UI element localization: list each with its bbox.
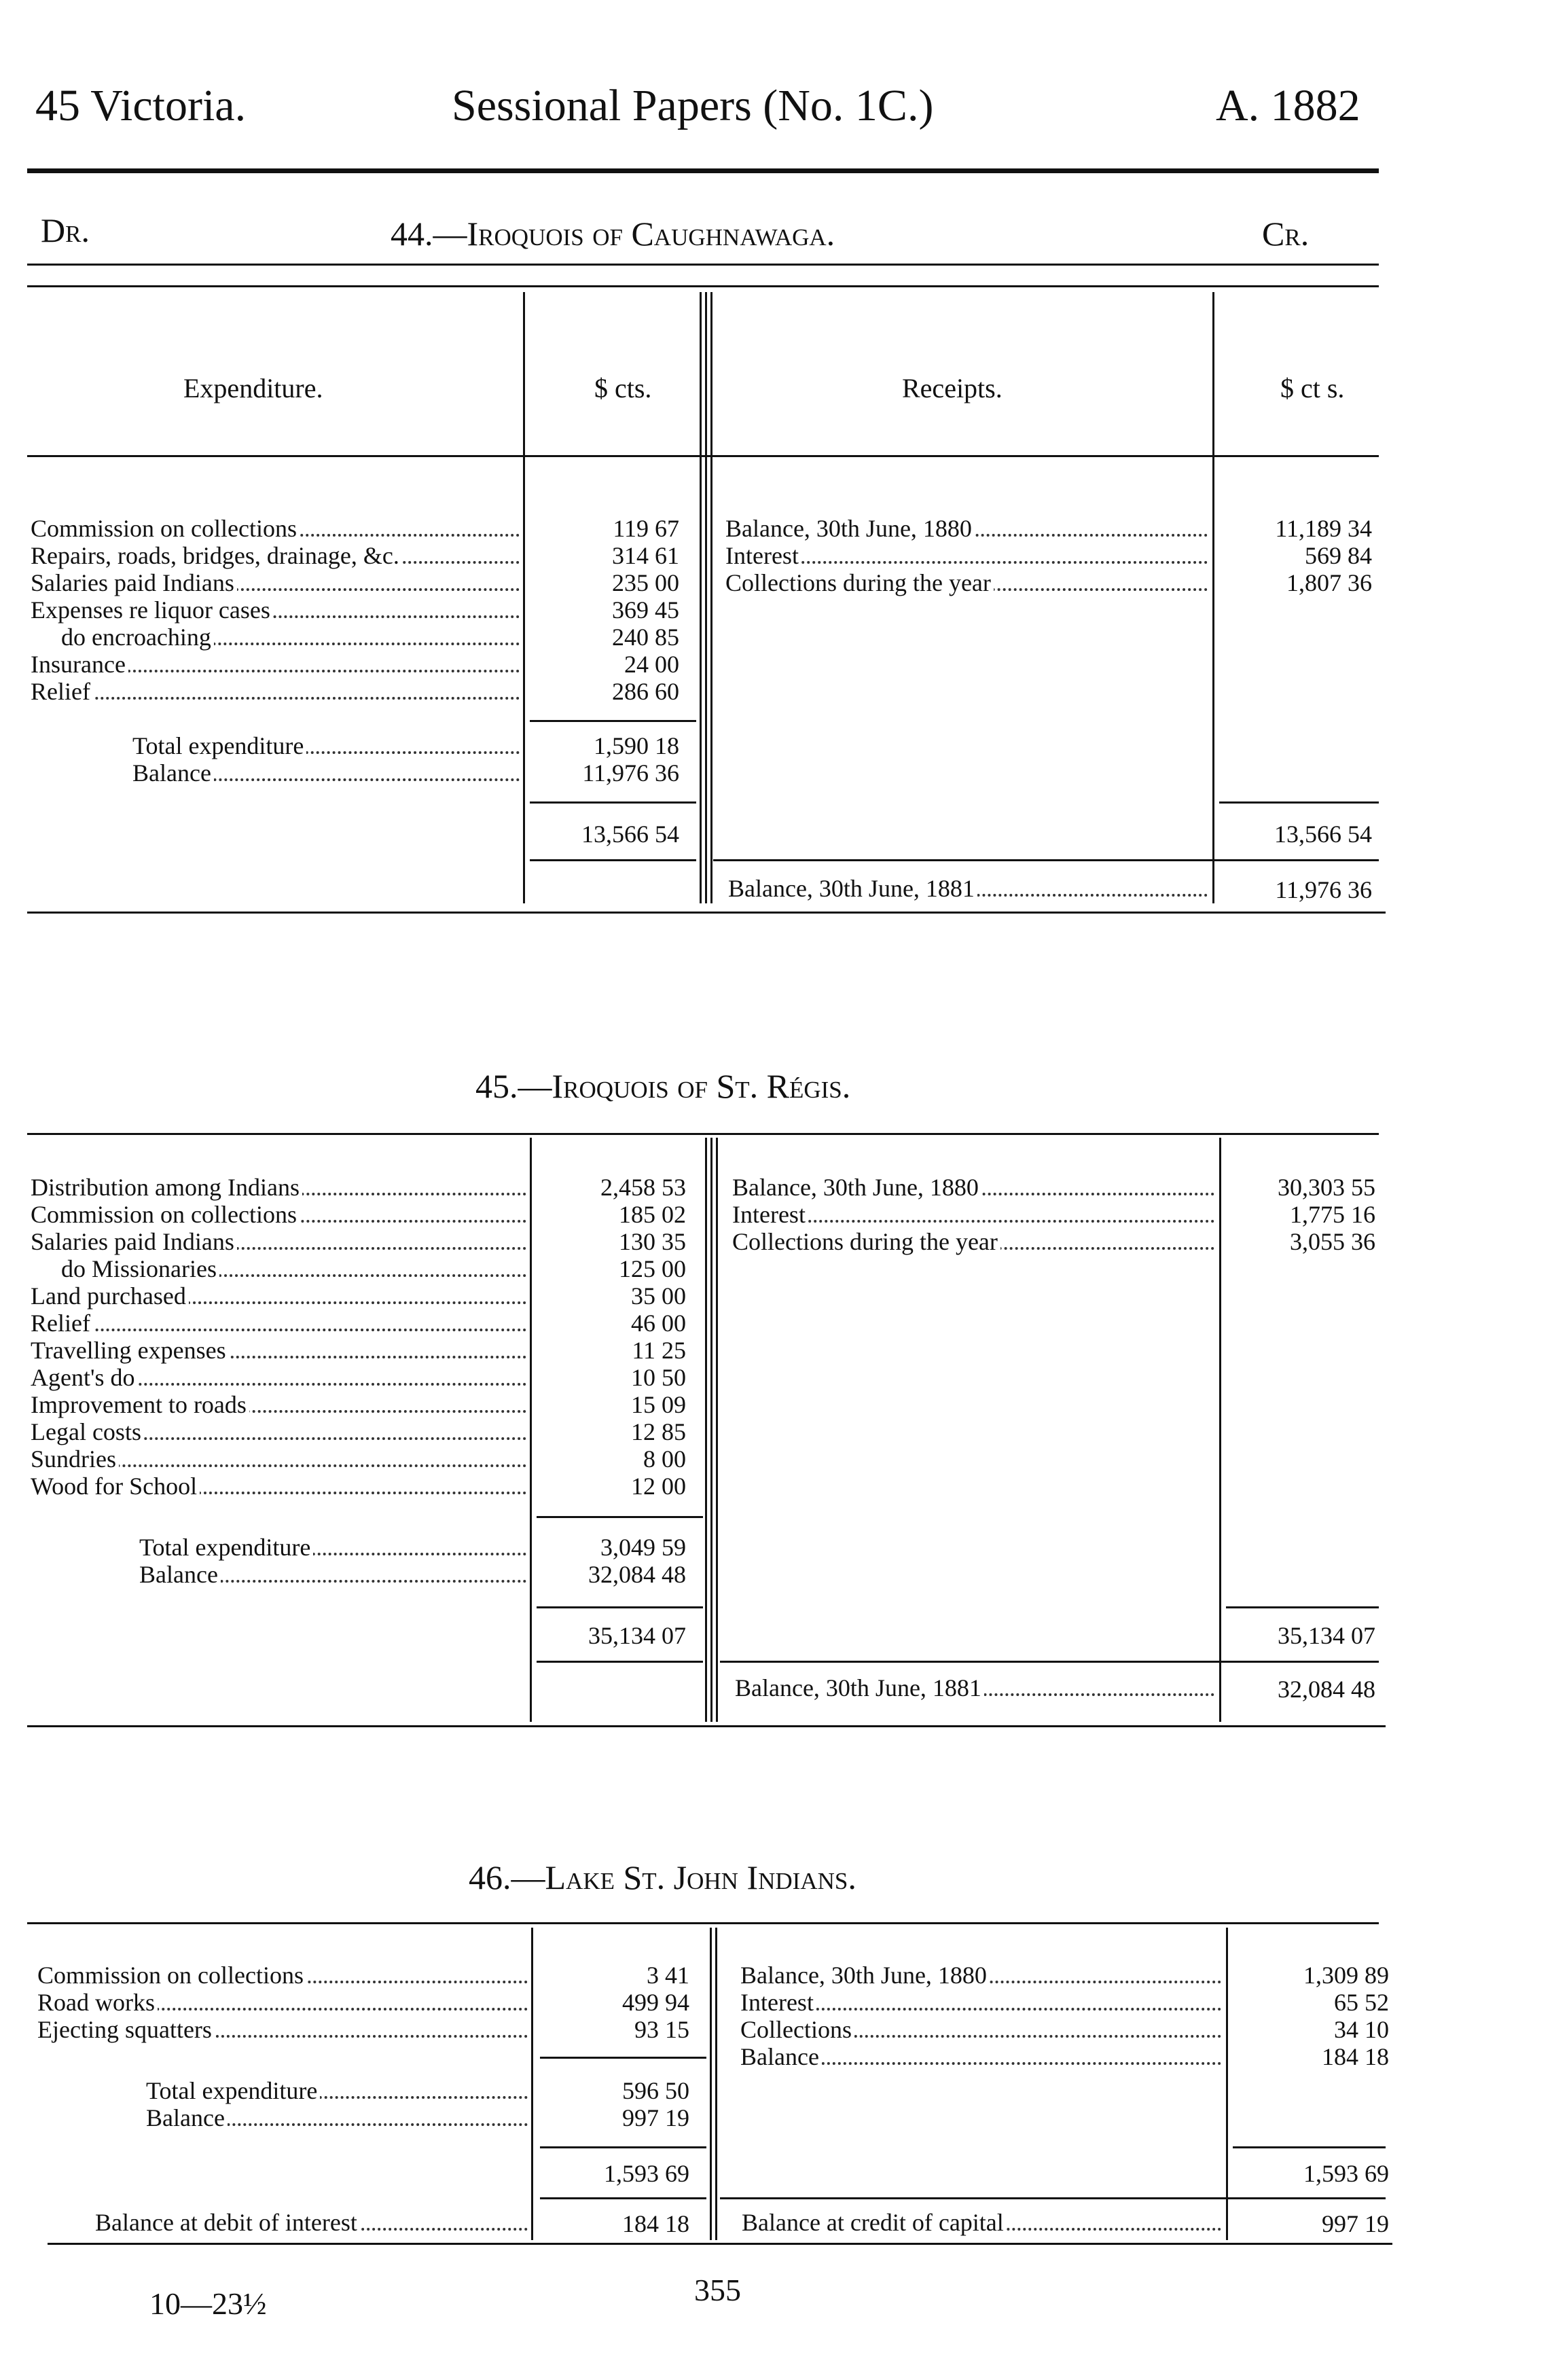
amount: 30,303 55 xyxy=(1278,1174,1375,1201)
total-expenditure-row: Total expenditure xyxy=(146,2077,528,2104)
list-item: Commission on collections xyxy=(37,1962,528,1989)
sheet-signature: 10—23½ xyxy=(149,2286,267,2321)
amount: 1,775 16 xyxy=(1290,1201,1375,1228)
amount: 46 00 xyxy=(631,1310,686,1337)
sum-left: 13,566 54 xyxy=(581,821,679,848)
amount: 11,189 34 xyxy=(1275,515,1372,542)
sum-rule-bottom xyxy=(537,1661,703,1663)
list-item: Improvement to roads xyxy=(31,1391,526,1418)
col-line xyxy=(710,292,712,903)
list-item: do encroaching xyxy=(61,624,520,651)
col-receipts: Receipts. xyxy=(902,373,1003,403)
total-amount: 596 50 xyxy=(622,2077,689,2104)
amount: 119 67 xyxy=(613,515,679,542)
amount: 125 00 xyxy=(619,1255,686,1282)
sum-rule xyxy=(1219,801,1379,804)
amount: 569 84 xyxy=(1305,542,1372,569)
debit-balance-row: Balance at debit of interest xyxy=(95,2209,528,2236)
dr-label: Dr. xyxy=(41,211,90,249)
sum-left: 1,593 69 xyxy=(604,2160,689,2187)
colhead-rule xyxy=(27,455,1379,457)
list-item: Interest xyxy=(732,1201,1214,1228)
amount: 2,458 53 xyxy=(600,1174,686,1201)
section45-title: 45.—Iroquois of St. Régis. xyxy=(475,1067,851,1105)
amount: 3 41 xyxy=(647,1962,689,1989)
total-expenditure-row: Total expenditure xyxy=(132,732,520,759)
credit-balance-row: Balance at credit of capital xyxy=(742,2209,1221,2236)
list-item: Agent's do xyxy=(31,1364,526,1391)
cr-label: Cr. xyxy=(1262,215,1310,253)
list-item: Travelling expenses xyxy=(31,1337,526,1364)
header-left: 45 Victoria. xyxy=(35,81,247,130)
sum-right: 35,134 07 xyxy=(1278,1622,1375,1649)
sum-rule-bottom xyxy=(720,1661,1379,1663)
amount: 10 50 xyxy=(631,1364,686,1391)
closing-amount: 32,084 48 xyxy=(1278,1676,1375,1703)
subtotal-rule xyxy=(540,2057,706,2059)
sum-right: 1,593 69 xyxy=(1303,2160,1389,2187)
list-item: Commission on collections xyxy=(31,515,520,542)
amount: 369 45 xyxy=(612,596,679,624)
closing-balance-row: Balance, 30th June, 1881 xyxy=(735,1674,1214,1701)
section44-bottom-rule xyxy=(27,912,1386,914)
list-item: do Missionaries xyxy=(61,1255,526,1282)
list-item: Wood for School xyxy=(31,1473,526,1500)
amount: 11 25 xyxy=(632,1337,686,1364)
col-line xyxy=(700,292,702,903)
list-item: Relief xyxy=(31,678,520,705)
col-line xyxy=(523,292,525,903)
amount: 65 52 xyxy=(1334,1989,1389,2016)
col-line xyxy=(716,1138,718,1722)
section44-title: 44.—Iroquois of Caughnawaga. xyxy=(391,215,835,253)
col-line xyxy=(531,1928,533,2240)
sum-rule-bottom xyxy=(713,859,1379,861)
sum-left: 35,134 07 xyxy=(588,1622,686,1649)
header-rule xyxy=(27,168,1379,173)
list-item: Interest xyxy=(725,542,1208,569)
sum-rule-bottom xyxy=(720,2197,1386,2199)
col-line xyxy=(1226,1928,1228,2240)
list-item: Repairs, roads, bridges, drainage, &c. xyxy=(31,542,520,569)
list-item: Collections during the year xyxy=(725,569,1208,596)
header-center: Sessional Papers (No. 1C.) xyxy=(452,81,934,130)
list-item: Balance, 30th June, 1880 xyxy=(740,1962,1221,1989)
amount: 240 85 xyxy=(612,624,679,651)
amount: 24 00 xyxy=(624,651,679,678)
amount: 8 00 xyxy=(643,1445,686,1473)
list-item: Road works xyxy=(37,1989,528,2016)
closing-amount: 11,976 36 xyxy=(1275,876,1372,903)
amount: 184 18 xyxy=(1322,2043,1389,2070)
col-line xyxy=(1212,292,1214,903)
amount: 314 61 xyxy=(612,542,679,569)
sum-rule xyxy=(1226,1606,1379,1608)
amount: 1,309 89 xyxy=(1303,1962,1389,1989)
list-item: Collections xyxy=(740,2016,1221,2043)
col-line xyxy=(530,1138,532,1722)
total-amount: 1,590 18 xyxy=(594,732,679,759)
col-expenditure: Expenditure. xyxy=(183,373,323,403)
amount: 130 35 xyxy=(619,1228,686,1255)
sum-rule-bottom xyxy=(540,2197,706,2199)
col-line xyxy=(705,292,707,903)
list-item: Balance, 30th June, 1880 xyxy=(725,515,1208,542)
amount: 15 09 xyxy=(631,1391,686,1418)
list-item: Interest xyxy=(740,1989,1221,2016)
col-line xyxy=(710,1138,712,1722)
section46-top-rule xyxy=(27,1922,1379,1924)
list-item: Legal costs xyxy=(31,1418,526,1445)
amount: 35 00 xyxy=(631,1282,686,1310)
section46-bottom-rule xyxy=(48,2243,1392,2245)
list-item: Collections during the year xyxy=(732,1228,1214,1255)
amount: 1,807 36 xyxy=(1286,569,1372,596)
credit-amount: 997 19 xyxy=(1322,2210,1389,2237)
sum-rule xyxy=(537,1606,703,1608)
sum-rule xyxy=(540,2146,706,2148)
col-line xyxy=(715,1928,717,2240)
total-expenditure-row: Total expenditure xyxy=(139,1534,526,1561)
sum-right: 13,566 54 xyxy=(1274,821,1372,848)
amount: 93 15 xyxy=(634,2016,689,2043)
subtotal-rule xyxy=(537,1516,703,1518)
header-right: A. 1882 xyxy=(1216,81,1360,130)
list-item: Ejecting squatters xyxy=(37,2016,528,2043)
balance-row: Balance xyxy=(146,2104,528,2131)
amount: 12 85 xyxy=(631,1418,686,1445)
total-amount: 3,049 59 xyxy=(600,1534,686,1561)
balance-amount: 11,976 36 xyxy=(582,759,679,787)
amount: 499 94 xyxy=(622,1989,689,2016)
balance-row: Balance xyxy=(132,759,520,787)
closing-balance-row: Balance, 30th June, 1881 xyxy=(728,875,1208,902)
list-item: Commission on collections xyxy=(31,1201,526,1228)
page-number: 355 xyxy=(694,2273,741,2307)
col-line xyxy=(710,1928,712,2240)
list-item: Balance, 30th June, 1880 xyxy=(732,1174,1214,1201)
debit-amount: 184 18 xyxy=(622,2210,689,2237)
section45-bottom-rule xyxy=(27,1725,1386,1727)
amount: 185 02 xyxy=(619,1201,686,1228)
col-line xyxy=(705,1138,707,1722)
section46-title: 46.—Lake St. John Indians. xyxy=(469,1858,856,1896)
list-item: Salaries paid Indians xyxy=(31,569,520,596)
amount: 3,055 36 xyxy=(1290,1228,1375,1255)
col-dollars-left: $ cts. xyxy=(594,373,652,403)
col-dollars-right: $ ct s. xyxy=(1280,373,1345,403)
list-item: Land purchased xyxy=(31,1282,526,1310)
list-item: Distribution among Indians xyxy=(31,1174,526,1201)
subtotal-rule xyxy=(530,720,696,722)
col-line xyxy=(1219,1138,1221,1722)
amount: 286 60 xyxy=(612,678,679,705)
amount: 34 10 xyxy=(1334,2016,1389,2043)
amount: 235 00 xyxy=(612,569,679,596)
amount: 12 00 xyxy=(631,1473,686,1500)
sum-rule xyxy=(530,801,696,804)
sum-rule xyxy=(1233,2146,1386,2148)
section45-top-rule xyxy=(27,1133,1379,1135)
list-item: Sundries xyxy=(31,1445,526,1473)
list-item: Relief xyxy=(31,1310,526,1337)
sum-rule-bottom xyxy=(530,859,696,861)
list-item: Balance xyxy=(740,2043,1221,2070)
section44-top-rule-2 xyxy=(27,285,1379,287)
list-item: Expenses re liquor cases xyxy=(31,596,520,624)
balance-amount: 32,084 48 xyxy=(588,1561,686,1588)
balance-amount: 997 19 xyxy=(622,2104,689,2131)
list-item: Salaries paid Indians xyxy=(31,1228,526,1255)
balance-row: Balance xyxy=(139,1561,526,1588)
section44-top-rule xyxy=(27,264,1379,266)
list-item: Insurance xyxy=(31,651,520,678)
